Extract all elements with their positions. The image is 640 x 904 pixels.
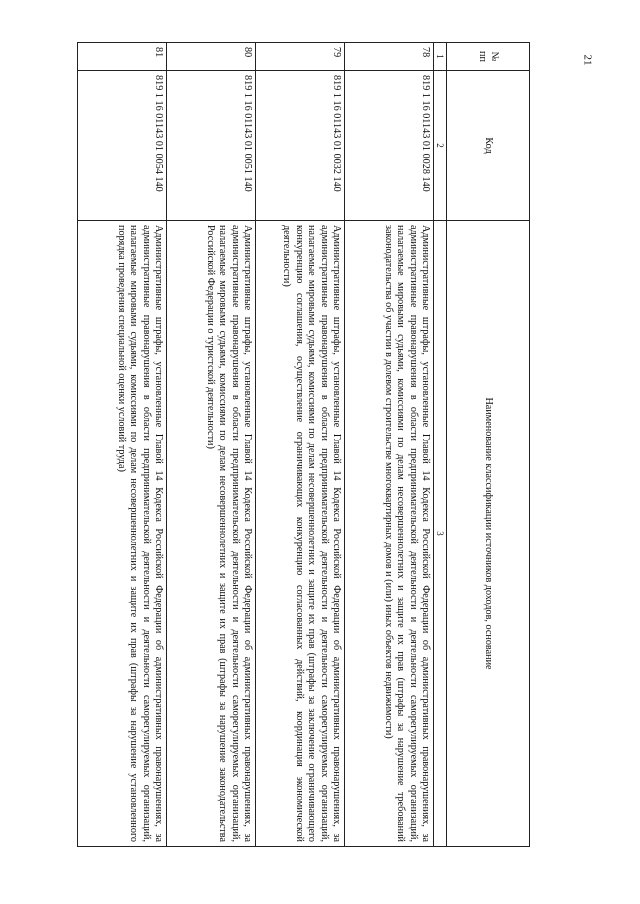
row-name: Административные штрафы, установленные Главой 14 Кодекса Российской Федерации об административных правонарушениях, за административные правонарушения в области предпринимательской деятельности и деятельности саморегулируемых организаций, налагаемые мировыми судьями, комиссиями по делам несовершеннолетних и защите их прав (штрафы за нарушение законодательства Российской Федерации о туристской деятельности) <box>167 221 256 847</box>
table-row <box>345 43 434 847</box>
table-row <box>256 43 345 847</box>
page-number: 21 <box>581 54 594 66</box>
column-index-row <box>434 43 447 847</box>
column-index: 1 <box>434 43 447 71</box>
row-code: 819 1 16 01143 01 0051 140 <box>167 71 256 221</box>
rotated-table-sheet <box>90 42 530 846</box>
revenue-classification-table <box>77 42 530 847</box>
row-number: 78 <box>345 43 434 71</box>
row-name: Административные штрафы, установленные Главой 14 Кодекса Российской Федерации об административных правонарушениях, за административные правонарушения в области предпринимательской деятельности и деятельности саморегулируемых организаций, налагаемые мировыми судьями, комиссиями по делам несовершеннолетних и защите их прав (штрафы за нарушение требований законодательства об участии в долевом строительстве многоквартирных домов и (или) иных объектов недвижимости) <box>345 221 434 847</box>
table-row <box>78 43 167 847</box>
table-row <box>167 43 256 847</box>
column-index: 2 <box>434 71 447 221</box>
header-num: № пп <box>447 43 530 71</box>
row-number: 81 <box>78 43 167 71</box>
row-code: 819 1 16 01143 01 0032 140 <box>256 71 345 221</box>
row-number: 79 <box>256 43 345 71</box>
row-name: Административные штрафы, установленные Главой 14 Кодекса Российской Федерации об административных правонарушениях, за административные правонарушения в области предпринимательской деятельности и деятельности саморегулируемых организаций, налагаемые мировыми судьями, комиссиями по делам несовершеннолетних и защите их прав (штрафы за нарушение установленного порядка проведения специальной оценки условий труда) <box>78 221 167 847</box>
row-name: Административные штрафы, установленные Главой 14 Кодекса Российской Федерации об административных правонарушениях, за административные правонарушения в области предпринимательской деятельности и деятельности саморегулируемых организаций, налагаемые мировыми судьями, комиссиями по делам несовершеннолетних и защите их прав (штрафы за заключение ограничивающего конкуренцию соглашения, осуществление ограничивающих конкуренцию согласованных действий, координация экономической деятельности) <box>256 221 345 847</box>
header-name: Наименование классификации источников доходов, основание <box>447 221 530 847</box>
table-header-row <box>447 43 530 847</box>
row-number: 80 <box>167 43 256 71</box>
header-code: Код <box>447 71 530 221</box>
column-index: 3 <box>434 221 447 847</box>
row-code: 819 1 16 01143 01 0028 140 <box>345 71 434 221</box>
row-code: 819 1 16 01143 01 0054 140 <box>78 71 167 221</box>
